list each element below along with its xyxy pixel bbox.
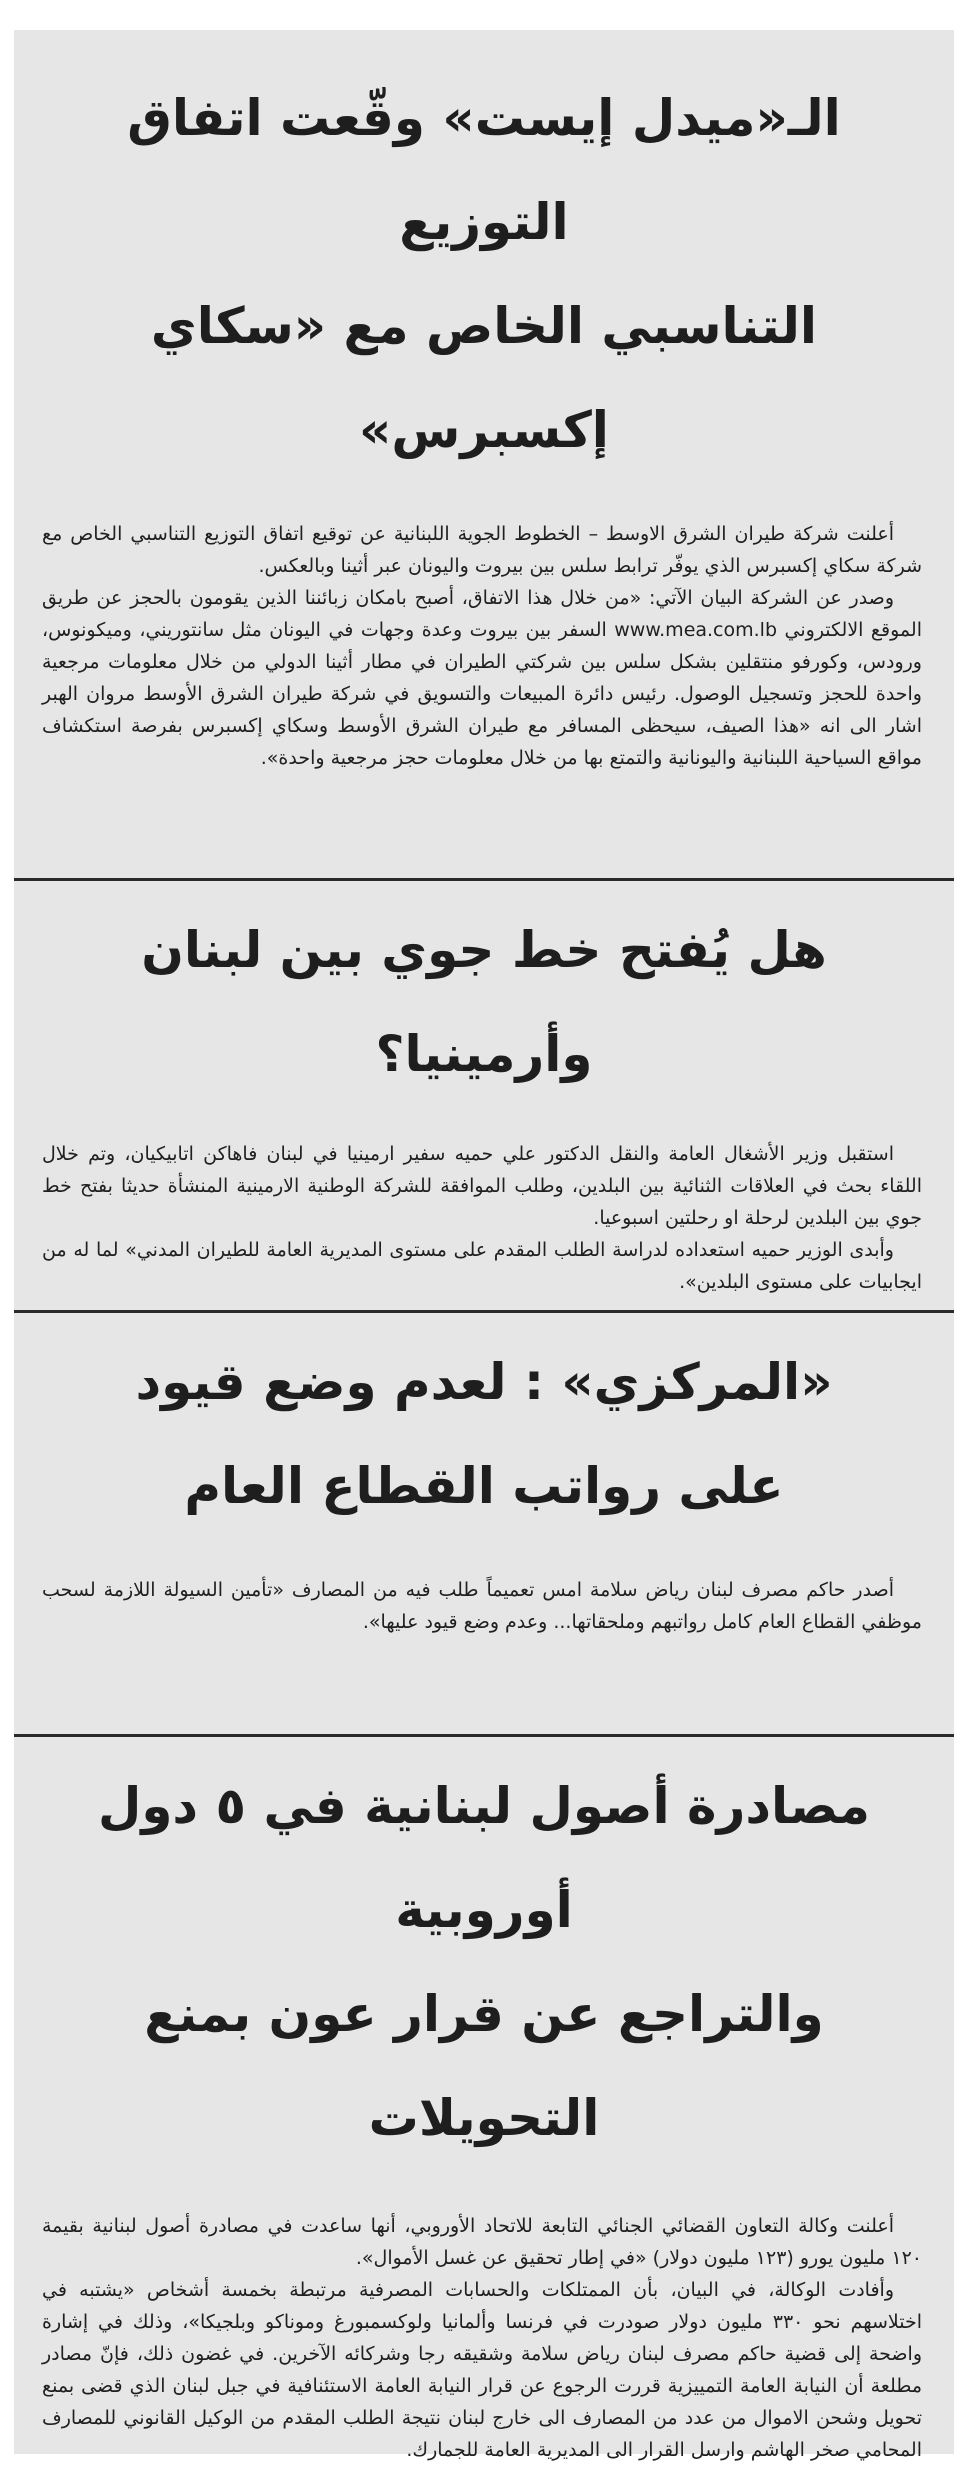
headline	[14, 898, 954, 1106]
headline-line: التناسبي الخاص مع «سكاي إكسبرس»	[150, 297, 818, 459]
article-body	[14, 518, 954, 774]
paragraph: وأفادت الوكالة، في البيان، بأن الممتلكات والحسابات المصرفية مرتبطة بخمسة أشخاص «يشتبه في اختلاسهم نحو ٣٣٠ مليون دولار صودرت في فرنسا وألمانيا ولوكسمبورغ وموناكو وبلجيكا»، وذلك في إشارة واضحة إلى قضية حاكم مصرف لبنان رياض سلامة وشقيقه رجا وشركائه الآخرين. في غضون ذلك، فإنّ مصادر مطلعة أن النيابة العامة التمييزية قررت الرجوع عن قرار النيابة العامة الاستئنافية في جبل لبنان الذي قضى بمنع تحويل وشحن الاموال من عدد من المصارف الى خارج لبنان نتيجة الطلب المقدم من الوكيل القانوني للمصارف المحامي صخر الهاشم وارسل القرار الى المديرية العامة للجمارك.	[42, 2279, 922, 2461]
headline-line: الـ«ميدل إيست» وقّعت اتفاق التوزيع	[127, 89, 841, 251]
article-body	[14, 1574, 954, 1638]
headline	[14, 66, 954, 482]
section-divider	[14, 1310, 954, 1313]
paragraph: أعلنت وكالة التعاون القضائي الجنائي التابعة للاتحاد الأوروبي، أنها ساعدت في مصادرة أصول لبنانية بقيمة ١٢٠ مليون يورو (١٢٣ مليون دولار) «في إطار تحقيق عن غسل الأموال».	[42, 2215, 922, 2269]
article-central-bank-salaries	[14, 1330, 954, 1638]
headline	[14, 1330, 954, 1538]
article-body	[14, 2210, 954, 2466]
section-divider	[14, 878, 954, 881]
paragraph: أصدر حاكم مصرف لبنان رياض سلامة امس تعميماً طلب فيه من المصارف «تأمين السيولة اللازمة لسحب موظفي القطاع العام كامل رواتبهم وملحقاتها... وعدم وضع قيود عليها».	[42, 1579, 922, 1633]
headline-line: مصادرة أصول لبنانية في ٥ دول أوروبية	[97, 1777, 871, 1939]
headline	[14, 1754, 954, 2170]
paragraph: وأبدى الوزير حميه استعداده لدراسة الطلب المقدم على مستوى المديرية العامة للطيران المدني» لما له من ايجابيات على مستوى البلدين».	[42, 1239, 922, 1293]
article-body	[14, 1138, 954, 1298]
paragraph: استقبل وزير الأشغال العامة والنقل الدكتور علي حميه سفير ارمينيا في لبنان فاهاكن اتابيكيان، وتم خلال اللقاء بحث في العلاقات الثنائية بين البلدين، وطلب الموافقة للشركة الوطنية الارمينية المنشأة حديثا بفتح خط جوي بين البلدين لرحلة او رحلتين اسبوعيا.	[42, 1143, 922, 1229]
headline-line: «المركزي» : لعدم وضع قيود	[135, 1353, 833, 1411]
section-divider	[14, 1734, 954, 1737]
newspaper-page	[14, 30, 954, 2461]
article-asset-seizure	[14, 1754, 954, 2466]
article-lebanon-armenia-flight	[14, 898, 954, 1298]
headline-line: على رواتب القطاع العام	[184, 1457, 784, 1515]
headline-line: هل يُفتح خط جوي بين لبنان وأرمينيا؟	[141, 921, 827, 1083]
article-mea-sky-express	[14, 66, 954, 774]
paragraph: أعلنت شركة طيران الشرق الاوسط – الخطوط الجوية اللبنانية عن توقيع اتفاق التوزيع التناسبي الخاص مع شركة سكاي إكسبرس الذي يوفّر ترابط سلس بين بيروت واليونان عبر أثينا وبالعكس.	[42, 523, 922, 577]
headline-line: والتراجع عن قرار عون بمنع التحويلات	[144, 1985, 824, 2147]
paragraph: وصدر عن الشركة البيان الآتي: «من خلال هذا الاتفاق، أصبح بامكان زبائننا الذين يقومون بالحجز عن طريق الموقع الالكتروني www.mea.com.lb السفر بين بيروت وعدة وجهات في اليونان مثل سانتوريني، وميكونوس، ورودس، وكورفو منتقلين بشكل سلس بين شركتي الطيران في مطار أثينا الدولي من خلال معلومات مرجعية واحدة للحجز وتسجيل الوصول. رئيس دائرة المبيعات والتسويق في شركة طيران الشرق الأوسط مروان الهبر اشار الى انه «هذا الصيف، سيحظى المسافر مع طيران الشرق الأوسط وسكاي إكسبرس بفرصة استكشاف مواقع السياحية اللبنانية واليونانية والتمتع بها من خلال معلومات حجز مرجعية واحدة».	[42, 587, 922, 769]
